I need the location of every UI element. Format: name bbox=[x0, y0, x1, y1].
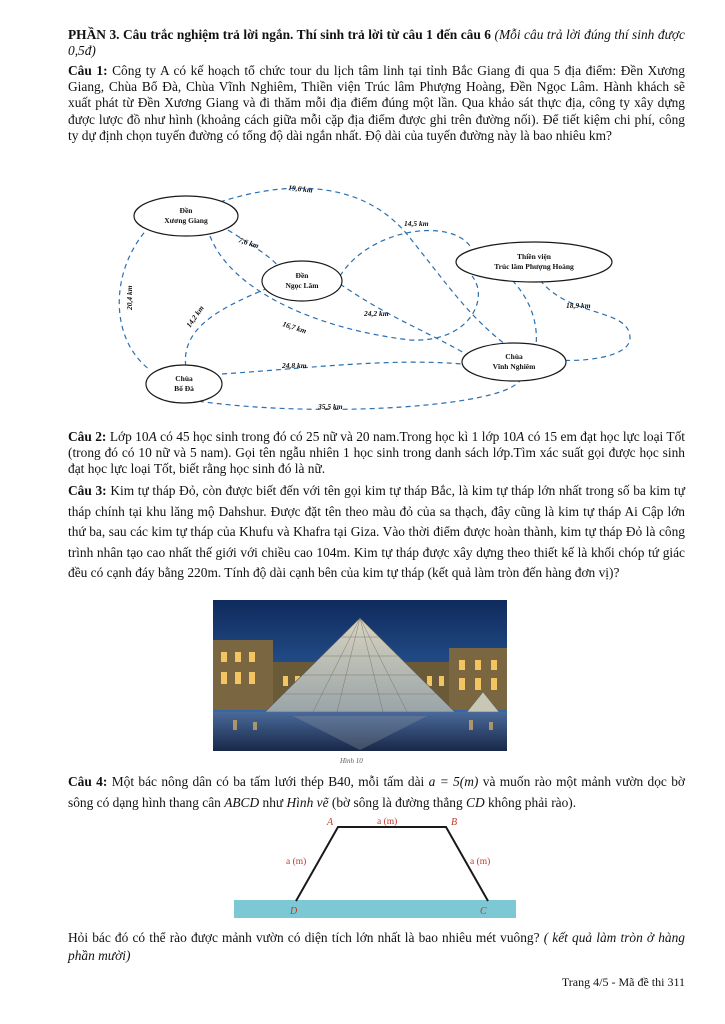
edge-bd-tl bbox=[190, 278, 536, 409]
node-truc-lam-line2: Trúc lâm Phượng Hoàng bbox=[494, 262, 574, 271]
question-1-text: Công ty A có kế hoạch tổ chức tour du lịch tâm linh tại tỉnh Bắc Giang đi qua 5 địa điểm: Đền Xương Giang, Chùa Bổ Đà, Chùa Vĩnh Nghiêm, Thiền viện Trúc lâm Phượng Hoàng, Đền Ngọc Lâm. Hành khách sẽ xuất phát từ Đền Xương Giang và đi thăm mỗi địa điểm đúng một lần. Qua khảo sát thực địa, công ty xây dựng được lược đồ như hình (khoảng cách giữa mỗi cặp địa điểm được ghi trên đường nối). Để tiết kiệm chi phí, công ty dự định chọn tuyến đường có tổng độ dài ngắn nhất. Độ dài của tuyến đường này là bao nhiêu km? bbox=[68, 63, 685, 143]
question-4-figure-ref: Hình vẽ bbox=[286, 795, 329, 810]
question-2-class-a: A bbox=[148, 429, 157, 444]
route-graph bbox=[110, 178, 650, 418]
node-ngoc-lam-line2: Ngọc Lâm bbox=[285, 281, 319, 290]
question-4-shape: ABCD bbox=[224, 795, 260, 810]
question-2-text-b: có 45 học sinh trong đó có 25 nữ và 20 nam.Trong học kì 1 lớp 10 bbox=[156, 429, 517, 444]
edge-nl-bd bbox=[185, 288, 268, 368]
node-xuong-giang-line2: Xương Giang bbox=[164, 216, 208, 225]
edge-nl-tl bbox=[340, 231, 470, 276]
section-title-note: (Mỗi câu trả lời đúng thí sinh được 0,5đ) bbox=[68, 27, 685, 59]
section-title-bold: PHẦN 3. Câu trắc nghiệm trả lời ngắn. Thí sinh trả lời từ câu 1 đến câu 6 bbox=[68, 27, 491, 42]
edge-label-bd-tl: 35,5 km bbox=[318, 402, 343, 411]
edge-label-nl-bd: 14,2 km bbox=[184, 303, 206, 330]
page-footer: Trang 4/5 - Mã đề thi 311 bbox=[561, 975, 685, 989]
question-3 bbox=[68, 481, 685, 584]
question-4-text-b: và muốn rào một mảnh vườn dọc bờ sông có dạng hình thang cân bbox=[68, 774, 685, 810]
question-4-text-a: Một bác nông dân có ba tấm lưới thép B40, mỗi tấm dài bbox=[111, 774, 429, 789]
photo-caption: Hình 10 bbox=[340, 757, 363, 765]
edge-tl-vn bbox=[540, 280, 630, 360]
edge-label-bd-vn: 24,8 km bbox=[282, 361, 307, 370]
question-4-tail-text: Hỏi bác đó có thể rào được mảnh vườn có diện tích lớn nhất là bao nhiêu mét vuông? bbox=[68, 930, 544, 945]
node-vinh-nghiem-line2: Vĩnh Nghiêm bbox=[492, 362, 536, 371]
vertex-a: A bbox=[327, 817, 334, 828]
pyramid-photo bbox=[213, 600, 507, 751]
trapezoid-fence bbox=[296, 827, 491, 901]
node-vinh-nghiem-line1: Chùa bbox=[505, 352, 523, 361]
edge-label-xg-nl: 7,6 km bbox=[237, 235, 260, 251]
question-3-text: Kim tự tháp Đỏ, còn được biết đến với tên gọi kim tự tháp Bắc, là kim tự tháp lớn nhất trong số ba kim tự tháp chính tại khu lăng mộ Dahshur. Được đặt tên theo màu đỏ của sa thạch, đây cũng là kim tự tháp Ai Cập lớn thứ ba, sau các kim tự tháp của Khufu và Khafra tại Giza. Vào thời điểm được hoàn thành, kim tự tháp Đỏ là công trình nhân tạo cao nhất thế giới với chiều cao 104m. Kim tự tháp được xây dựng theo thiết kế là khối chóp tứ giác đều có cạnh đáy bằng 220m. Tính độ dài cạnh bên của kim tự tháp (kết quả làm tròn đến hàng đơn vị)? bbox=[68, 483, 685, 580]
question-4-label: Câu 4: bbox=[68, 774, 108, 789]
edge-label-xg-tl: 16,7 km bbox=[281, 319, 308, 336]
edge-xg-bd bbox=[119, 226, 150, 370]
edge-label-xg-vn: 19,6 km bbox=[287, 183, 314, 195]
question-4-text-d: (bờ sông là đường thẳng bbox=[328, 795, 467, 810]
question-2-text-c: có 15 em đạt học lực loại Tốt (trong đó có 10 nữ và 5 nam). Gọi tên ngẫu nhiên 1 học sinh trong danh sách lớp.Tìm xác suất gọi được học sinh đạt học lực loại Tốt, biết rằng học sinh đó là nữ. bbox=[68, 429, 685, 477]
question-2-text-a: Lớp 10 bbox=[109, 429, 149, 444]
node-bo-da-line2: Bổ Đà bbox=[174, 384, 194, 393]
section-title bbox=[68, 27, 685, 59]
question-2 bbox=[68, 429, 685, 478]
edge-bd-vn bbox=[222, 362, 462, 374]
top-side-label: a (m) bbox=[377, 817, 398, 827]
vertex-d: D bbox=[290, 906, 298, 917]
question-2-class-b: A bbox=[516, 429, 525, 444]
question-4 bbox=[68, 771, 685, 813]
node-xuong-giang-line1: Đền bbox=[179, 206, 193, 215]
node-ngoc-lam-line1: Đền bbox=[295, 271, 309, 280]
question-4-tail bbox=[68, 929, 685, 965]
right-side-label: a (m) bbox=[470, 857, 491, 867]
question-4-tail-note: ( kết quả làm tròn ở hàng phần mười) bbox=[68, 930, 685, 963]
question-4-text-c: như bbox=[259, 795, 287, 810]
question-1-label: Câu 1: bbox=[68, 63, 108, 78]
question-4-text-e: không phải rào). bbox=[484, 795, 577, 810]
edge-label-nl-vn: 24,2 km bbox=[364, 309, 389, 318]
vertex-c: C bbox=[480, 906, 487, 917]
node-bo-da-line1: Chùa bbox=[175, 374, 193, 383]
question-3-label: Câu 3: bbox=[68, 483, 107, 498]
edge-nl-vn bbox=[340, 284, 466, 354]
river-bank bbox=[234, 900, 516, 918]
trapezoid-figure bbox=[232, 812, 517, 920]
question-4-river-line: CD bbox=[466, 795, 485, 810]
vertex-b: B bbox=[451, 817, 458, 828]
left-side-label: a (m) bbox=[286, 857, 307, 867]
question-1 bbox=[68, 63, 685, 144]
question-2-label: Câu 2: bbox=[68, 429, 107, 444]
edge-label-xg-bd: 20,4 km bbox=[125, 285, 134, 310]
edge-xg-tl bbox=[210, 236, 478, 340]
edge-label-nl-tl: 14,5 km bbox=[404, 219, 429, 228]
edge-label-tl-vn: 18,9 km bbox=[566, 301, 591, 310]
node-truc-lam-line1: Thiền viện bbox=[517, 252, 551, 261]
question-4-formula: a = 5(m) bbox=[428, 774, 479, 789]
